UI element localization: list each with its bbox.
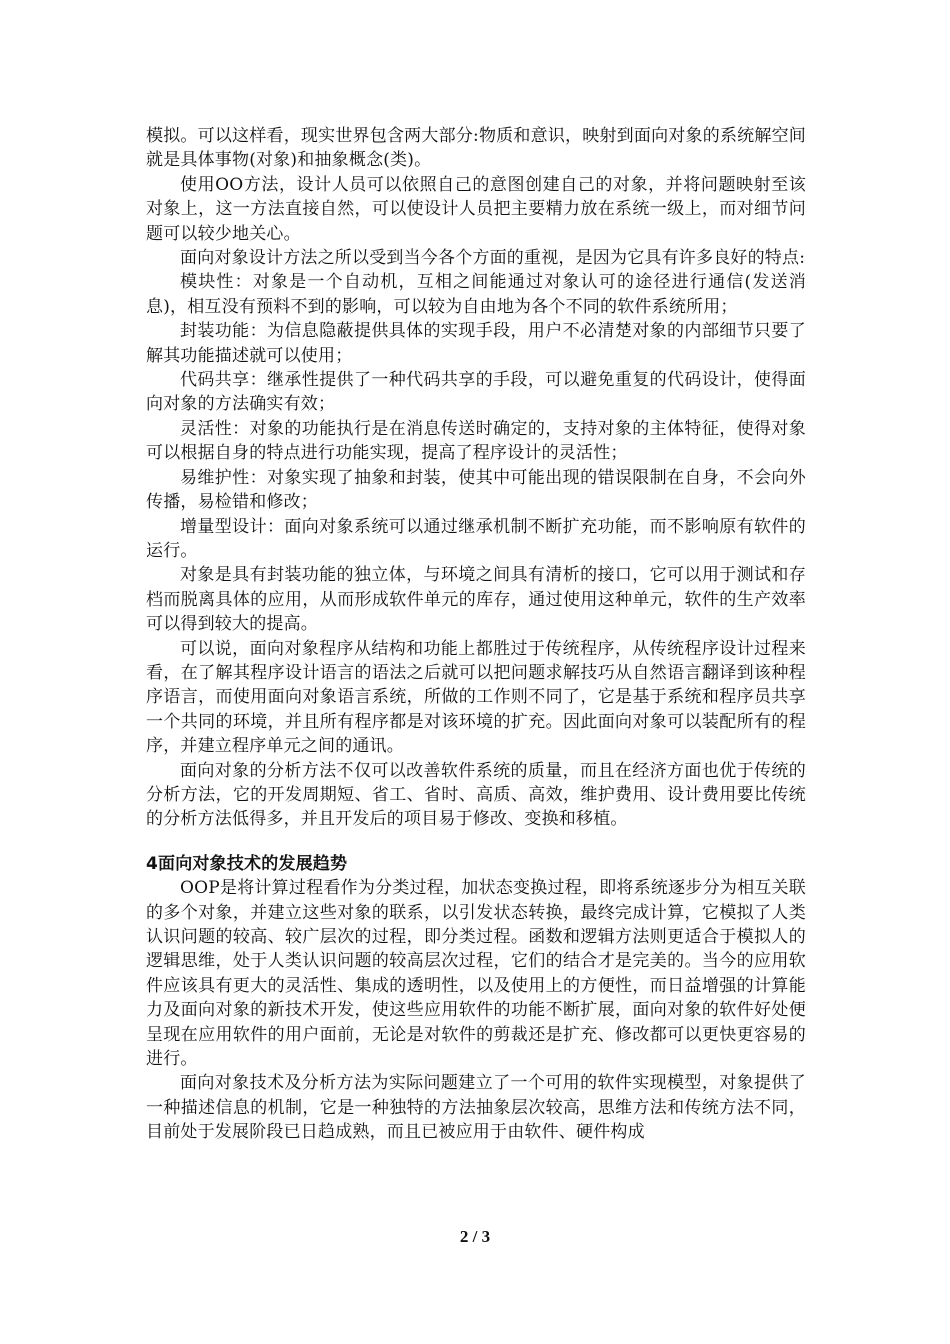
paragraph: 易维护性：对象实现了抽象和封装，使其中可能出现的错误限制在自身，不会向外传播，易检错和修改； [146,467,806,513]
paragraph: 模块性：对象是一个自动机，互相之间能通过对象认可的途径进行通信(发送消息)，相互没有预料不到的影响，可以较为自由地为各个不同的软件系统所用； [146,272,806,317]
paragraph: 可以说，面向对象程序从结构和功能上都胜过于传统程序，从传统程序设计过程来看，在了解其程序设计语言的语法之后就可以把问题求解技巧从自然语言翻译到该种程序语言，而使用面向对象语言系统，所做的工作则不同了，它是基于系统和程序员共享一个共同的环境，并且所有程序都是对该环境的扩充。因此面向对象可以装配所有的程序，并建立程序单元之间的通讯。 [146,638,806,757]
paragraph: 代码共享：继承性提供了一种代码共享的手段，可以避免重复的代码设计，使得面向对象的方法确实有效； [146,370,806,415]
section-heading: 4面向对象技术的发展趋势 [146,853,348,874]
paragraph: 面向对象设计方法之所以受到当今各个方面的重视，是因为它具有许多良好的特点: [180,248,806,269]
paragraph: 面向对象技术及分析方法为实际问题建立了一个可用的软件实现模型，对象提供了一种描述信息的机制，它是一种独特的方法抽象层次较高，思维方法和传统方法不同，目前处于发展阶段已日趋成熟，而且已被应用于由软件、硬件构成 [146,1073,806,1143]
paragraph: 增量型设计：面向对象系统可以通过继承机制不断扩充功能，而不影响原有软件的运行。 [146,516,806,561]
paragraph: 灵活性：对象的功能执行是在消息传送时确定的，支持对象的主体特征，使得对象可以根据自身的特点进行功能实现，提高了程序设计的灵活性； [146,418,806,464]
page-number: 2 / 3 [459,1227,491,1246]
paragraph: 对象是具有封装功能的独立体，与环境之间具有清析的接口，它可以用于测试和存档而脱离具体的应用，从而形成软件单元的库存，通过使用这种单元，软件的生产效率可以得到较大的提高。 [146,565,806,635]
paragraph: 模拟。可以这样看，现实世界包含两大部分:物质和意识，映射到面向对象的系统解空间就是具体事物(对象)和抽象概念(类)。 [146,126,806,171]
paragraph: 使用OO方法，设计人员可以依照自己的意图创建自己的对象，并将问题映射至该对象上，这一方法直接自然，可以使设计人员把主要精力放在系统一级上，而对细节问题可以较少地关心。 [146,174,806,244]
paragraph: 封装功能：为信息隐蔽提供具体的实现手段，用户不必清楚对象的内部细节只要了解其功能描述就可以使用； [146,321,806,366]
document-body [146,124,806,1145]
paragraph: OOP是将计算过程看作为分类过程，加状态变换过程，即将系统逐步分为相互关联的多个对象，并建立这些对象的联系，以引发状态转换，最终完成计算，它模拟了人类认识问题的较高、较广层次的过程，即分类过程。函数和逻辑方法则更适合于模拟人的逻辑思维，处于人类认识问题的较高层次过程，它们的结合才是完美的。当今的应用软件应该具有更大的灵活性、集成的透明性，以及使用上的方便性，而日益增强的计算能力及面向对象的新技术开发，使这些应用软件的功能不断扩展，面向对象的软件好处便呈现在应用软件的用户面前，无论是对软件的剪裁还是扩充、修改都可以更快更容易的进行。 [146,878,806,1070]
paragraph: 面向对象的分析方法不仅可以改善软件系统的质量，而且在经济方面也优于传统的分析方法，它的开发周期短、省工、省时、高质、高效，维护费用、设计费用要比传统的分析方法低得多，并且开发后的项目易于修改、变换和移植。 [146,760,806,830]
